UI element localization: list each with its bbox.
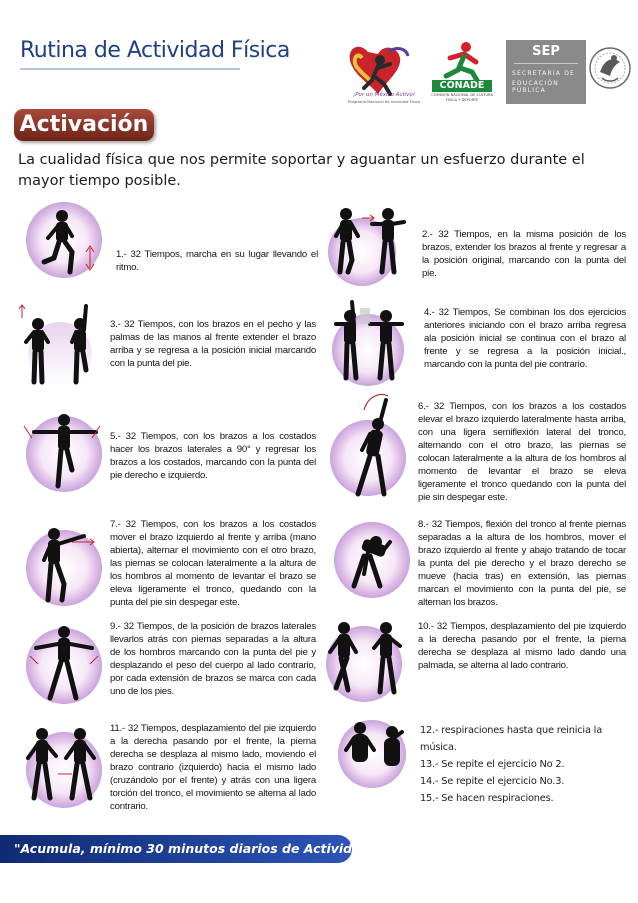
campaign-logo <box>344 38 424 106</box>
conade-logo <box>430 40 494 106</box>
page-title: Rutina de Actividad Física <box>20 38 290 63</box>
illustration-exercise-12 <box>330 712 414 792</box>
exercise-8-text: 8.- 32 Tiempos, flexión del tronco al frente piernas separadas a la altura de los hombros, mover el brazo izquierdo al frente y abajo tratando de tocar la punta del pie derecho y el brazo derecho se mueve (hacia tras) en extensión, las piernas marcan el movimiento con la punta del pie, se alternan los brazos. <box>418 519 626 608</box>
list-item: 14.- Se repite el ejercicio No.3. <box>420 776 565 787</box>
arm-forward-up-figure-icon <box>14 512 110 612</box>
section-title-badge: Activación <box>14 109 154 141</box>
exercise-11-text: 11.- 32 Tiempos, desplazamiento del pie izquierdo a la derecha pasando por el frente, la pierna derecha se desplaza al mismo lado, moviendo el brazo contrario (izquierdo) hacia el mismo lado (cruzándolo por el frente) y atrás con una ligera torción del tronco, el movimiento se alterna al lado contrario. <box>110 723 316 812</box>
sep-line2: EDUCACIÓN PÚBLICA <box>512 80 559 94</box>
exercise-3-text: 3.- 32 Tiempos, con los brazos en el pecho y las palmas de las manos al frente extender el brazo arriba y se regresa a la posición inicial marcando con la punta del pie. <box>110 319 316 369</box>
illustration-exercise-2 <box>318 200 418 292</box>
breathing-figure-icon <box>330 712 414 788</box>
illustration-exercise-1 <box>14 200 106 284</box>
exercise-9-text: 9.- 32 Tiempos, de la posición de brazos laterales llevarlos atrás con piernas separadas a la altura de los hombros marcando con la punta del pie y desplazando el peso del cuerpo al lado contrario, por cada extensión de brazos se marca con cada uno de los pies. <box>110 621 316 697</box>
campaign-sub: Programa Nacional de Actividad Física <box>347 99 421 104</box>
exercise-6-text: 6.- 32 Tiempos, con los brazos a los costados elevar el brazo izquierdo lateralmente hasta arriba, con una ligera semiflexión lateral del tronco, alternando con el otro brazo, las piernas se colocan lateralmente a la altura de los hombros al momento de levantar el brazo se eleva ligeramente el tronco quedando con la punta del pie sin despegar este. <box>418 401 626 503</box>
illustration-exercise-4 <box>316 298 416 394</box>
athlete-icon <box>430 40 494 84</box>
exercise-2-text: 2.- 32 Tiempos, en la misma posición de los brazos, extender los brazos al frente y regresar a la posición original, marcando con la punta del pie. <box>422 229 626 279</box>
step-twist-figure-icon <box>14 718 110 814</box>
illustration-exercise-10 <box>318 608 414 712</box>
arms-lateral-figure-icon <box>14 398 110 498</box>
arm-up-figure-icon <box>14 298 106 390</box>
footer-quote: "Acumula, mínimo 30 minutos diarios de Actividad Física" <box>14 841 421 856</box>
sep-line1: SECRETARÍA DE <box>512 70 576 77</box>
illustration-exercise-7 <box>14 512 110 616</box>
national-seal <box>588 42 632 98</box>
title-underline <box>20 68 240 70</box>
combined-arms-figure-icon <box>316 298 416 390</box>
illustration-exercise-6 <box>328 390 418 504</box>
campaign-caption: ¡Por un México Activo! <box>353 92 415 98</box>
list-item: 12.- respiraciones hasta que reinicia la música. <box>420 725 602 753</box>
sep-logo <box>506 40 586 104</box>
section-definition: La cualidad física que nos permite soportar y aguantar un esfuerzo durante el mayor tiempo posible. <box>18 152 585 189</box>
marching-figure-icon <box>14 200 106 280</box>
illustration-exercise-11 <box>14 718 110 818</box>
list-item: 13.- Se repite el ejercicio No 2. <box>420 759 565 770</box>
illustration-exercise-5 <box>14 398 110 502</box>
eagle-seal-icon <box>588 42 632 98</box>
exercise-4-text: 4.- 32 Tiempos, Se combinan los dos ejercicios anteriores iniciando con el brazo arriba regresa ala posición inicial se continua con el brazo al frente y se regresa a la posición inicial., marcando con la punta del pie contrario. <box>424 307 626 370</box>
step-clap-figure-icon <box>318 608 414 708</box>
list-item: 15.- Se hacen respiraciones. <box>420 793 554 804</box>
illustration-exercise-9 <box>14 614 110 718</box>
conade-label: CONADE <box>432 80 492 92</box>
lateral-bend-figure-icon <box>328 390 418 500</box>
exercise-7-text: 7.- 32 Tiempos, con los brazos a los costados mover el brazo izquierdo al frente y arriba (mano abierta), alternar el movimiento con el otro brazo, las piernas se colocan lateralmente a la altura de los hombros al momento de levantar el brazo se eleva ligeramente el tronco, quedando con la punta del pie sin despegar este. <box>110 519 316 608</box>
sep-acronym: SEP <box>532 44 560 59</box>
arms-back-figure-icon <box>14 614 110 714</box>
trunk-flexion-figure-icon <box>328 512 414 602</box>
illustration-exercise-3 <box>14 298 106 394</box>
exercise-1-text: 1.- 32 Tiempos, marcha en su lugar llevando el ritmo. <box>116 249 318 273</box>
sep-divider <box>514 63 578 64</box>
exercise-5-text: 5.- 32 Tiempos, con los brazos a los costados hacer los brazos laterales a 90° y regresar los brazos a los costados, marcando con la punta del pie derecho e izquierdo. <box>110 431 316 481</box>
exercise-10-text: 10.- 32 Tiempos, desplazamiento del pie izquierdo a la derecha pasando por el frente, la pierna derecha se desplaza al mismo lado dando una palmada, se alterna al lado contrario. <box>418 621 626 671</box>
illustration-exercise-8 <box>328 512 414 606</box>
arms-forward-figure-icon <box>318 200 418 288</box>
final-exercises-list <box>420 722 630 807</box>
conade-sub: COMISION NACIONAL DE CULTURA FISICA Y DEPORTE <box>431 93 493 102</box>
